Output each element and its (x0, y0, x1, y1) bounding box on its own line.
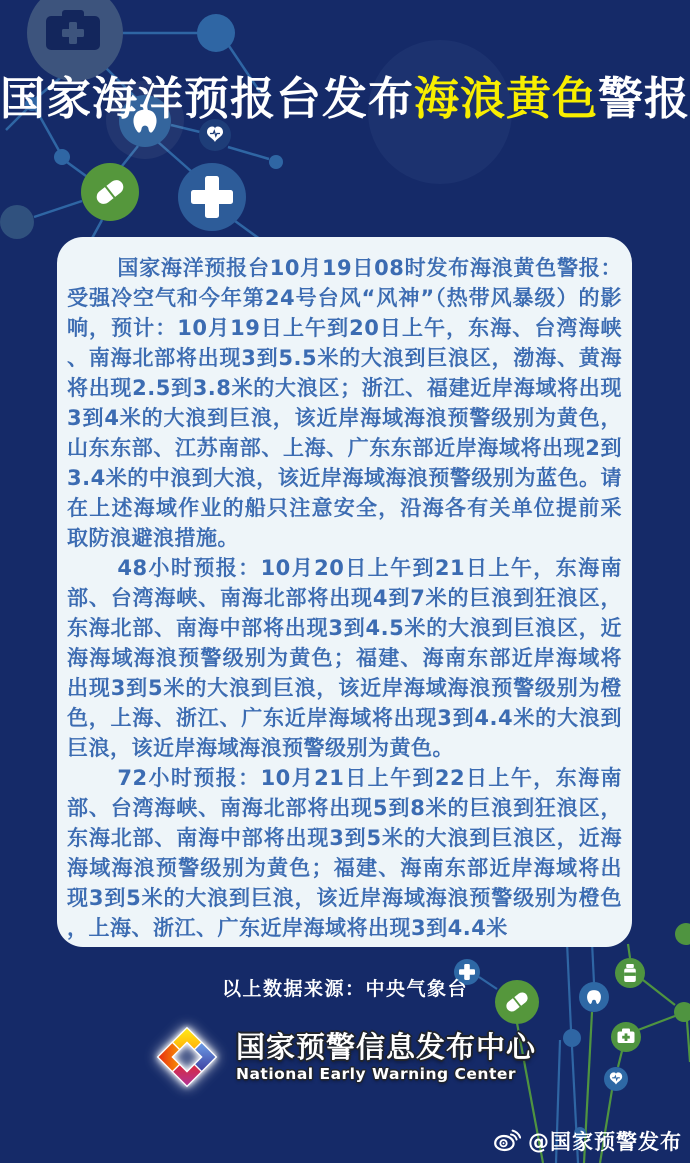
medical-cross-icon (178, 163, 246, 231)
weibo-icon (494, 1129, 521, 1153)
network-node (674, 1002, 690, 1022)
agency-name-cn: 国家预警信息发布中心 (235, 1030, 536, 1065)
weibo-handle: @国家预警发布 (528, 1130, 682, 1154)
title-highlight: 海浪黄色 (414, 72, 599, 125)
title-prefix: 国家海洋预报台发布 (0, 72, 415, 125)
warning-paragraph-72h: 72小时预报：10月21日上午到22日上午，东海南部、台湾海峡、南海北部将出现5到8米的巨浪到狂浪区，东海北部、南海中部将出现3到5米的大浪到巨浪区，近海海域海浪预警级别为黄色；福建、海南东部近岸海域将出现3到5米的大浪到巨浪，该近岸海域海浪预警级别为橙色，上海、浙江、广东近岸海域将出现3到4.4米 (67, 766, 622, 940)
agency-logo (0, 1022, 690, 1092)
warning-center-diamond-icon (154, 1022, 220, 1092)
warning-paragraph-current: 国家海洋预报台10月19日08时发布海浪黄色警报：受强冷空气和今年第24号台风“风神”（热带风暴级）的影响，预计：10月19日上午到20日上午，东海、台湾海峡、南海北部将出现3到5.5米的大浪到巨浪区，渤海、黄海将出现2.5到3.8米的大浪区；浙江、福建近岸海域将出现3到4米的大浪到巨浪，该近岸海域海浪预警级别为黄色，山东东部、江苏南部、上海、广东东部近岸海域将出现2到3.4米的中浪到大浪，该近岸海域海浪预警级别为蓝色。请在上述海域作业的船只注意安全，沿海各有关单位提前采取防浪避浪措施。 (67, 256, 622, 550)
network-node (197, 14, 235, 52)
network-node (0, 205, 34, 239)
warning-text-card (57, 237, 632, 947)
warning-paragraph-48h: 48小时预报：10月20日上午到21日上午，东海南部、台湾海峡、南海北部将出现4到7米的巨浪到狂浪区，东海北部、南海中部将出现3到4.5米的大浪到巨浪区，近海海域海浪预警级别为黄色；福建、海南东部近岸海域将出现3到5米的大浪到巨浪，该近岸海域海浪预警级别为橙色，上海、浙江、广东近岸海域将出现3到4.4米的大浪到巨浪，该近岸海域海浪预警级别为黄色。 (67, 556, 622, 760)
data-source-note: 以上数据来源：中央气象台 (221, 978, 468, 1000)
network-node (269, 155, 283, 169)
network-node (54, 149, 70, 165)
agency-name-en: National Early Warning Center (235, 1064, 517, 1083)
page-title (0, 62, 690, 127)
weibo-watermark (494, 1126, 682, 1156)
agency-logo-text (236, 1032, 536, 1082)
network-node (675, 923, 690, 945)
title-suffix: 警报 (598, 72, 690, 125)
